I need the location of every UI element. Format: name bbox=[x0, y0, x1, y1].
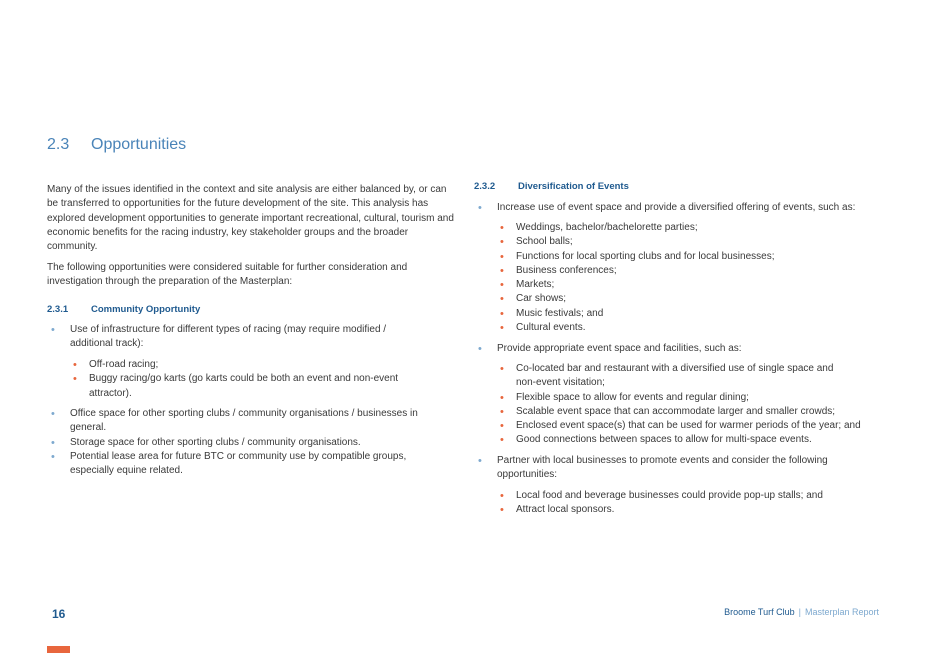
list-item: • Car shows; bbox=[497, 292, 887, 306]
list-item: • Music festivals; and bbox=[497, 307, 887, 321]
list-item: • Storage space for other sporting clubs / community organisations. bbox=[47, 436, 437, 450]
section-title: Opportunities bbox=[91, 136, 187, 153]
section-number: 2.3 bbox=[47, 136, 70, 153]
list-item: • Cultural events. bbox=[497, 321, 887, 335]
list-item: • Business conferences; bbox=[497, 264, 887, 278]
footer-separator: | bbox=[798, 607, 801, 617]
partnerships-list bbox=[497, 489, 887, 518]
list-item: • Buggy racing/go karts (go karts could be both an event and non-event attractor). bbox=[70, 372, 400, 401]
community-list-continued bbox=[47, 407, 437, 478]
list-item: • Good connections between spaces to allow for multi-space events. bbox=[497, 433, 887, 447]
subsection-heading-events bbox=[474, 181, 629, 192]
events-intro-list bbox=[474, 201, 884, 215]
facilities-intro-list bbox=[474, 342, 884, 356]
list-item: • Local food and beverage businesses could provide pop-up stalls; and bbox=[497, 489, 887, 503]
list-item: • Provide appropriate event space and facilities, such as: bbox=[474, 342, 884, 356]
list-item: • Functions for local sporting clubs and for local businesses; bbox=[497, 250, 887, 264]
subsection-number: 2.3.2 bbox=[474, 181, 496, 192]
events-list bbox=[497, 221, 887, 335]
facilities-list bbox=[497, 362, 887, 448]
list-item: • Flexible space to allow for events and regular dining; bbox=[497, 391, 887, 405]
page-number: 16 bbox=[52, 607, 66, 621]
list-item: • Off-road racing; bbox=[70, 358, 400, 372]
list-item: • Increase use of event space and provide a diversified offering of events, such as: bbox=[474, 201, 884, 215]
racing-types-list bbox=[70, 358, 400, 401]
list-item: • Enclosed event space(s) that can be used for warmer periods of the year; and bbox=[497, 419, 887, 433]
list-item: • Co-located bar and restaurant with a diversified use of single space and non-event visitation; bbox=[497, 362, 851, 391]
list-item: • Markets; bbox=[497, 278, 887, 292]
list-item: • Scalable event space that can accommodate larger and smaller crowds; bbox=[497, 405, 887, 419]
list-item: • Use of infrastructure for different types of racing (may require modified / additional track): bbox=[47, 323, 417, 352]
intro-paragraph-1: Many of the issues identified in the context and site analysis are either balanced by, or can be transferred to opportunities for the future development of the site. This analysis has explored development opportunities to generate important recreational, cultural, tourism and economic benefits for the racing industry, key stakeholder groups and the broader community. bbox=[47, 184, 454, 253]
footer-doc: Masterplan Report bbox=[804, 607, 879, 617]
footer-org: Broome Turf Club bbox=[724, 607, 795, 617]
partnerships-intro-list bbox=[474, 454, 864, 483]
list-item: • Partner with local businesses to promote events and consider the following opportunities: bbox=[474, 454, 864, 483]
community-list bbox=[47, 323, 417, 352]
list-item: • Potential lease area for future BTC or community use by compatible groups, especially equine related. bbox=[47, 450, 437, 479]
subsection-title: Diversification of Events bbox=[518, 181, 629, 192]
intro-paragraph-2: The following opportunities were considered suitable for further consideration and investigation through the preparation of the Masterplan: bbox=[47, 262, 408, 288]
footer-title bbox=[724, 607, 879, 617]
subsection-number: 2.3.1 bbox=[47, 304, 69, 315]
page-tab-marker bbox=[47, 646, 70, 653]
list-item: • Office space for other sporting clubs / community organisations / businesses in general. bbox=[47, 407, 437, 436]
list-item: • Weddings, bachelor/bachelorette parties; bbox=[497, 221, 887, 235]
list-item: • School balls; bbox=[497, 235, 887, 249]
subsection-title: Community Opportunity bbox=[91, 304, 201, 315]
section-heading bbox=[47, 136, 186, 154]
subsection-heading-community bbox=[47, 304, 200, 315]
list-item: • Attract local sponsors. bbox=[497, 503, 887, 517]
